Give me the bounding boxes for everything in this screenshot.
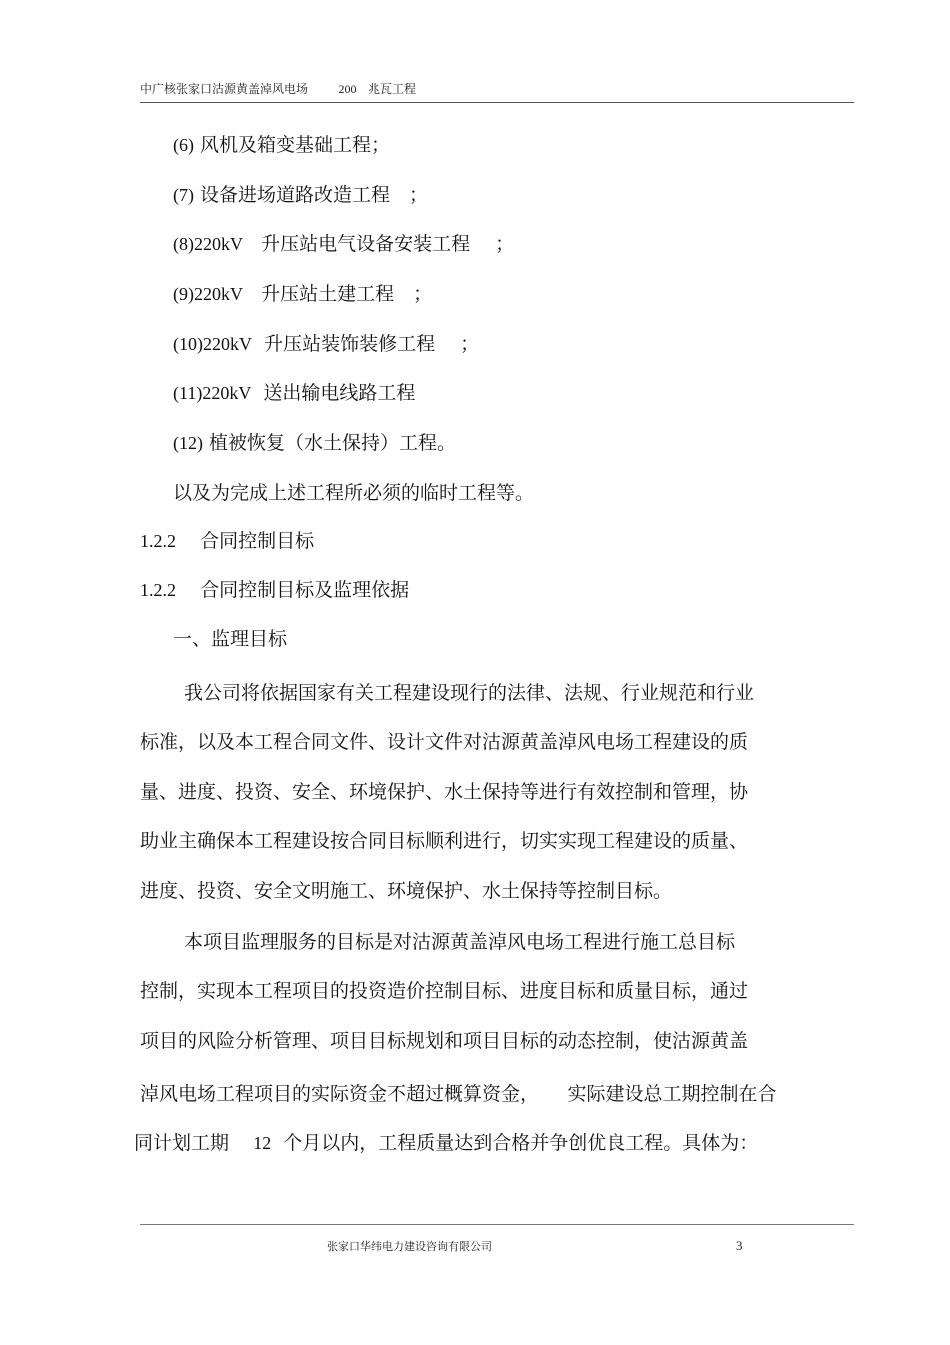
header-title-prefix: 中广核张家口沽源黄盖淖风电场: [140, 82, 309, 96]
footer-company: 张家口华纬电力建设咨询有限公司: [327, 1240, 492, 1253]
paragraph-line: 量、进度、投资、安全、环境保护、水土保持等进行有效控制和管理，协: [140, 781, 749, 803]
list-item: (6) 风机及箱变基础工程；: [173, 134, 391, 156]
paragraph-line: 同计划工期 12 个月以内，工程质量达到合格并争创优良工程。具体为：: [134, 1132, 759, 1154]
paragraph-line: 淖风电场工程项目的实际资金不超过概算资金， 实际建设总工期控制在合: [140, 1083, 777, 1105]
list-item: (12) 植被恢复（水土保持）工程。: [173, 432, 457, 454]
paragraph-line: 控制，实现本工程项目的投资造价控制目标、进度目标和质量目标，通过: [140, 980, 749, 1002]
paragraph-line: 助业主确保本工程建设按合同目标顺利进行，切实实现工程建设的质量、: [140, 830, 749, 852]
paragraph-line: 本项目监理服务的目标是对沽源黄盖淖风电场工程进行施工总目标: [184, 931, 736, 953]
header-capacity: 200: [338, 82, 357, 96]
paragraph-line: 进度、投资、安全文明施工、环境保护、水土保持等控制目标。: [140, 880, 673, 902]
page-number: 3: [736, 1238, 743, 1253]
footer-divider: [140, 1224, 854, 1225]
subheading: 一、监理目标: [173, 628, 288, 650]
closing-line: 以及为完成上述工程所必须的临时工程等。: [173, 482, 535, 504]
header-divider: [140, 102, 854, 103]
list-item: (9)220kV 升压站土建工程 ；: [173, 283, 433, 305]
page-header: [140, 80, 854, 98]
paragraph-line: 项目的风险分析管理、项目目标规划和项目目标的动态控制，使沽源黄盖: [140, 1030, 749, 1052]
paragraph-line: 标准，以及本工程合同文件、设计文件对沽源黄盖淖风电场工程建设的质: [140, 731, 749, 753]
paragraph-line: 我公司将依据国家有关工程建设现行的法律、法规、行业规范和行业: [184, 682, 755, 704]
section-heading: 1.2.2 合同控制目标: [140, 530, 315, 552]
section-heading: 1.2.2 合同控制目标及监理依据: [140, 579, 410, 601]
list-item: (7) 设备进场道路改造工程 ；: [173, 184, 429, 206]
list-item: (10)220kV 升压站装饰装修工程 ；: [173, 333, 480, 355]
header-title-suffix: 兆瓦工程: [367, 82, 416, 96]
list-item: (11)220kV 送出输电线路工程: [173, 382, 416, 404]
list-item: (8)220kV 升压站电气设备安装工程 ；: [173, 233, 515, 255]
